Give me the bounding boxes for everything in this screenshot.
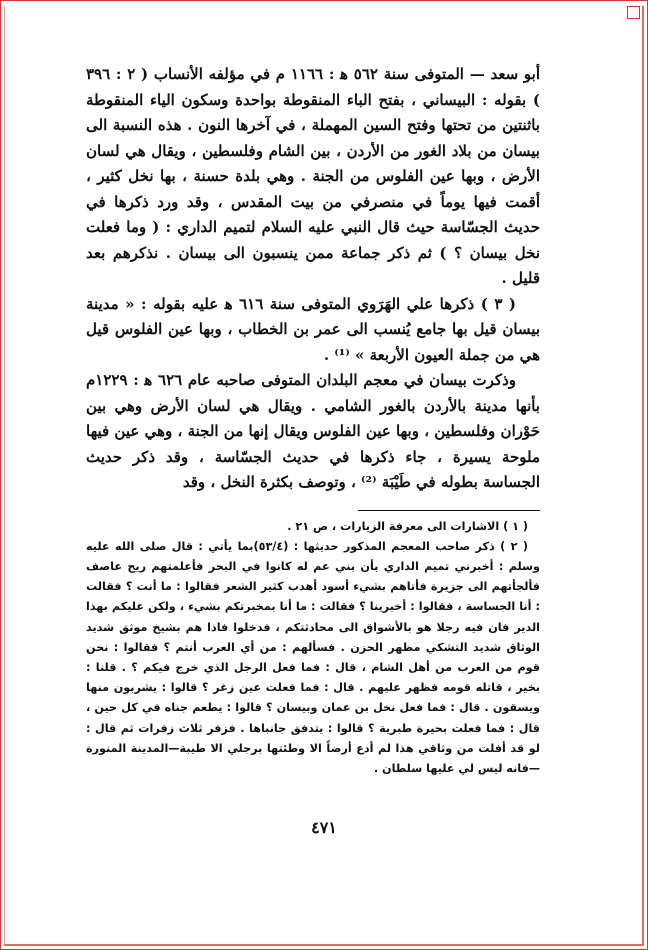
paragraph-3: وذكرت بيسان في معجم البلدان المتوفى صاحبه عام ٦٢٦ ﻫ : ١٢٢٩م بأنها مدينة بالأردن بالغور الشامي . ويقال هي لسان الأرض وهي بين حَوْران وفلسطين ، وبها عين الفلوس ويقال إنها من الجنة ، وهي عين فيها ملوحة يسيرة ، جاء ذكرها في حديث الجسّاسة ، وقد ذكر حديث الجساسة بطوله في طَيْبَة ⁽²⁾ ، وتوصف بكثرة النخل ، وقد <box>86 371 540 491</box>
left-border <box>4 6 5 944</box>
corner-marker-icon <box>627 6 640 19</box>
footnote-divider <box>358 510 540 511</box>
footnote-2: ( ٢ ) ذكر صاحب المعجم المذكور حديثها : (٥٣/٤)بما يأتي : قال صلى الله عليه وسلم : أخبرني تميم الداري بأن بني عم له كانوا في البحر فأعلمتهم ريح عاصف فألجأتهم الى جزيرة فأتاهم بشيء أسود أهدب كثير الشعر فقالوا : ما أنت ؟ فقالت : أنا الجساسة ، فقالوا : أخبرينا ؟ فقالت : ما أنا بمخبرتكم بشيء ، ولكن عليكم بهذا الدير فان فيه رجلا هو بالأشواق الى محادثتكم ، فدخلوا فاذا هم بشيخ موثق شديد الوثاق شديد التشكي مظهر الحزن . فسألهم : من أي العرب أنتم ؟ فقالوا : نحن قوم من العرب من أهل الشام ، قال : فما فعل الرجل الذي خرج فيكم ؟ . قلنا : بخير ، قاتله قومه فظهر عليهم . قال : فما فعلت عين زغر ؟ قالوا : يشربون منها ويسقون . قال : فما فعل نخل بن عمان وبيسان ؟ قالوا : يطعم جناه في كل حين ، قال : فما فعلت بحيرة طبرية ؟ قالوا : يتدفق جانباها . فزفر ثلاث زفرات ثم قال : لو قد أفلت من وثاقي هذا لم أدع أرضاً الا وطئتها برجلي الا طيبة—المدينة المنورة—فانه ليس لي عليها سلطان . <box>86 539 540 775</box>
footnote-1: ( ١ ) الاشارات الى معرفة الزيارات ، ص ٢١ . <box>287 519 528 533</box>
right-border <box>642 6 644 944</box>
paragraph-2: ( ٣ ) ذكرها علي الهَرَوي المتوفى سنة ٦١٦ ﻫ عليه بقوله : « مدينة بيسان قيل بها جامع يُنسب الى عمر بن الخطاب ، وبها عين الفلوس قيل هي من جملة العيون الأربعة » ⁽¹⁾ . <box>86 294 540 364</box>
paragraph-1: أبو سعد — المتوفى سنة ٥٦٢ ﻫ : ١١٦٦ م في مؤلفه الأنساب ( ٢ : ٣٩٦ ) بقوله : البيساني ، بفتح الباء المنقوطة بواحدة وسكون الياء المنقوطة باثنتين من تحتها وفتح السين المهملة ، في آخرها النون . هذه النسبة الى بيسان من بلاد الغور من الأردن ، بين الشام وفلسطين ، ويقال هي لسان الأرض ، وبها عين الفلوس من الجنة . وهي بلدة حسنة ، بها نخل كثير ، أقمت فيها يوماً في منصرفي من بيت المقدس ، وقد ورد ذكرها في حديث الجسّاسة حيث قال النبي عليه السلام لتميم الداري : ( وما فعلت نخل بيسان ؟ ) ثم ذكر جماعة ممن ينسبون الى بيسان . نذكرهم بعد قليل . <box>86 65 541 287</box>
bottom-border <box>4 944 644 946</box>
footnotes <box>86 517 540 780</box>
page-number: ٤٧١ <box>311 818 337 837</box>
book-page <box>86 62 540 779</box>
main-text <box>86 62 540 496</box>
